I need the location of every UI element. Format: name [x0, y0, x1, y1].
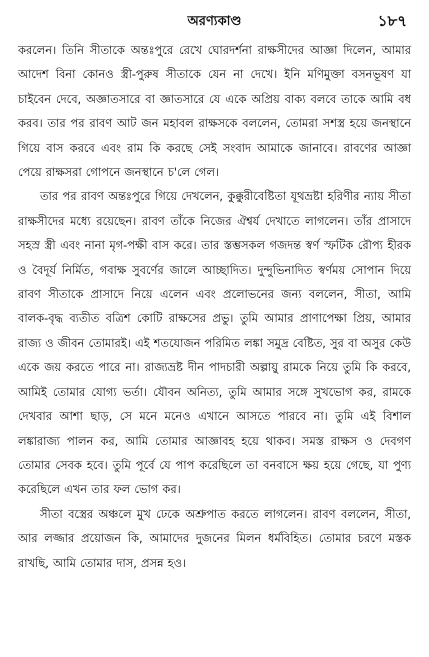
body-text [18, 38, 411, 575]
paragraph-1: করলেন। তিনি সীতাকে অন্তঃপুরে রেখে ঘোরদর্শনা রাক্ষসীদের আজ্ঞা দিলেন, আমার আদেশ বিনা কোনও স্ত্রী-পুরুষ সীতাকে যেন না দেখে। ইনি মণিমুক্তা বসনভূষণ যা চাইবেন দেবে, অজ্ঞাতসারে বা জ্ঞাতসারে যে একে অপ্রিয় বাক্য বলবে তাকে আমি বধ করব। তার পর রাবণ আট জন মহাবল রাক্ষসকে বললেন, তোমরা সশস্ত্র হয়ে জনস্থানে গিয়ে বাস করবে এবং রাম কি করছে সেই সংবাদ আমাকে জানাবে। রাবণের আজ্ঞা পেয়ে রাক্ষসরা গোপনে জনস্থানে চ'লে গেল। [18, 43, 411, 180]
chapter-title: অরণ্যকাণ্ড [187, 14, 242, 29]
paragraph-2: তার পর রাবণ অন্তঃপুরে গিয়ে দেখলেন, কুক্কুরীবেষ্টিতা যূথভ্রষ্টা হরিণীর ন্যায় সীতা রাক্ষসীদের মধ্যে রয়েছেন। রাবণ তাঁকে নিজের ঐশ্বর্য দেখাতে লাগলেন। তাঁর প্রাসাদে সহস্র স্ত্রী এবং নানা মৃগ-পক্ষী বাস করে। তার স্তম্ভসকল গজদন্ত স্বর্ণ স্ফটিক রৌপ্য হীরক ও বৈদূর্য নির্মিত, গবাক্ষ সুবর্ণের জালে আচ্ছাদিত। দুন্দুভিনাদিত স্বর্ণময় সোপান দিয়ে রাবণ সীতাকে প্রাসাদে নিয়ে এলেন এবং প্রলোভনের জন্য বললেন, সীতা, আমি বালক-বৃদ্ধ ব্যতীত বত্রিশ কোটি রাক্ষসের প্রভু। তুমি আমার প্রাণাপেক্ষা প্রিয়, আমার রাজ্য ও জীবন তোমারই। এই শতযোজন পরিমিত লঙ্কা সমুদ্র বেষ্টিত, সুর বা অসুর কেউ একে জয় করতে পারে না। রাজ্যভ্রষ্ট দীন পাদচারী অল্পায়ু রামকে নিয়ে তুমি কি করবে, আমিই তোমার যোগ্য ভর্তা। যৌবন অনিত্য, তুমি আমার সঙ্গে সুখভোগ কর, রামকে দেখবার আশা ছাড়, সে মনে মনেও এখানে আসতে পারবে না। তুমি এই বিশাল লঙ্কারাজ্য পালন কর, আমি তোমার আজ্ঞাবহ হয়ে থাকব। সমস্ত রাক্ষস ও দেবগণ তোমার সেবক হবে। তুমি পূর্বে যে পাপ করেছিলে তা বনবাসে ক্ষয় হয়ে গেছে, যা পুণ্য করেছিলে এখন তার ফল ভোগ কর। [18, 189, 411, 497]
running-header [18, 8, 411, 38]
page-number: ১৮৭ [377, 12, 407, 30]
paragraph-3: সীতা বস্ত্রের অঞ্চলে মুখ ঢেকে অশ্রুপাত করতে লাগলেন। রাবণ বললেন, সীতা, আর লজ্জার প্রয়োজন কি, আমাদের দুজনের মিলন ধর্মবিহিত। তোমার চরণে মস্তক রাখছি, আমি তোমার দাস, প্রসন্ন হও। [18, 506, 411, 570]
